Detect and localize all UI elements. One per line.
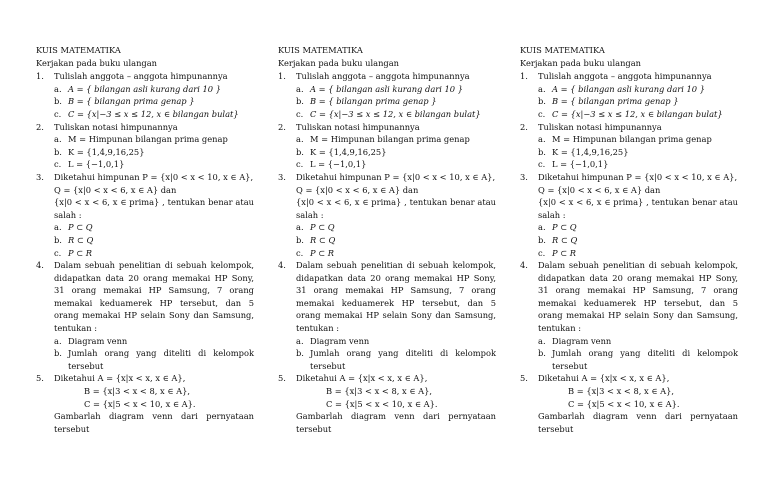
question-number: 2.	[36, 121, 44, 132]
question-formula: B = {x|3 < x < 8, x ∈ A},	[326, 386, 433, 397]
sub-item: a. Diagram venn	[296, 335, 370, 346]
sub-item: a. M = Himpunan bilangan prima genap	[538, 134, 712, 145]
sub-item: c. C = {x|−3 ≤ x ≤ 12, x ∈ bilangan bulat}	[54, 108, 239, 119]
quiz-column-1	[36, 44, 254, 435]
question-text: Tulislah anggota – anggota himpunannya	[538, 71, 712, 82]
sub-item-text: C = {x|−3 ≤ x ≤ 12, x ∈ bilangan bulat}	[552, 108, 723, 119]
question-formula: C = {x|5 < x < 10, x ∈ A}.	[568, 398, 680, 409]
question-text: {x|0 < x < 6, x ∈ prima} , tentukan benar atau salah :	[296, 197, 496, 220]
quiz-column-2	[278, 44, 496, 435]
sub-item: a. P ⊂ Q	[538, 222, 577, 233]
sub-item: c. P ⊂ R	[538, 247, 577, 258]
sub-item: a. M = Himpunan bilangan prima genap	[54, 134, 228, 145]
sub-item: b. K = {1,4,9,16,25}	[296, 146, 387, 157]
sub-item: c. P ⊂ R	[296, 247, 335, 258]
question-text: Q = {x|0 < x < 6, x ∈ A} dan	[54, 184, 177, 195]
sub-item: b. R ⊂ Q	[538, 234, 578, 245]
sub-item-text: Jumlah orang yang diteliti di kelompok tersebut	[310, 348, 496, 371]
question-number: 2.	[520, 121, 528, 132]
question-1	[520, 70, 738, 120]
question-text: Gambarlah diagram venn dari pernyataan tersebut	[54, 411, 254, 434]
sub-item: b. R ⊂ Q	[296, 234, 336, 245]
question-1	[36, 70, 254, 120]
quiz-title: KUIS MATEMATIKA	[278, 45, 363, 55]
question-formula: C = {x|5 < x < 10, x ∈ A}.	[326, 398, 438, 409]
sub-item-text: B = { bilangan prima genap }	[552, 96, 679, 107]
sub-item: a. P ⊂ Q	[296, 222, 335, 233]
question-text: Tulislah anggota – anggota himpunannya	[54, 71, 228, 82]
sub-item: a. Diagram venn	[538, 335, 612, 346]
sub-item-text: L = {−1,0,1}	[68, 159, 125, 170]
question-text: Q = {x|0 < x < 6, x ∈ A} dan	[296, 184, 419, 195]
question-5	[278, 372, 496, 435]
question-number: 1.	[520, 71, 528, 82]
question-formula: B = {x|3 < x < 8, x ∈ A},	[568, 386, 675, 397]
sub-item-text: Jumlah orang yang diteliti di kelompok tersebut	[68, 348, 254, 371]
sub-item: b. Jumlah orang yang diteliti di kelompok tersebut	[296, 348, 496, 371]
question-text: Diketahui himpunan P = {x|0 < x < 10, x ∈ A},	[296, 171, 496, 182]
question-text: {x|0 < x < 6, x ∈ prima} , tentukan benar atau salah :	[538, 197, 738, 220]
sub-item-text: M = Himpunan bilangan prima genap	[310, 134, 470, 145]
sub-item-text: R ⊂ Q	[68, 234, 94, 245]
sub-item: a. M = Himpunan bilangan prima genap	[296, 134, 470, 145]
question-5	[36, 372, 254, 435]
sub-item: b. B = { bilangan prima genap }	[54, 96, 195, 107]
question-formula: B = {x|3 < x < 8, x ∈ A},	[84, 386, 191, 397]
question-number: 5.	[520, 373, 528, 384]
question-text: Tuliskan notasi himpunannya	[296, 121, 420, 132]
sub-item-text: C = {x|−3 ≤ x ≤ 12, x ∈ bilangan bulat}	[310, 108, 481, 119]
sub-item: b. K = {1,4,9,16,25}	[54, 146, 145, 157]
question-2	[520, 121, 738, 171]
question-3	[36, 171, 254, 259]
sub-item: a. Diagram venn	[54, 335, 128, 346]
question-number: 5.	[36, 373, 44, 384]
sub-item: a. A = { bilangan asli kurang dari 10 }	[296, 83, 463, 94]
question-formula: C = {x|5 < x < 10, x ∈ A}.	[84, 398, 196, 409]
question-text: {x|0 < x < 6, x ∈ prima} , tentukan benar atau salah :	[54, 197, 254, 220]
sub-item-text: R ⊂ Q	[552, 234, 578, 245]
question-2	[36, 121, 254, 171]
question-number: 1.	[278, 71, 286, 82]
sub-item-text: A = { bilangan asli kurang dari 10 }	[68, 83, 221, 94]
sub-item-text: C = {x|−3 ≤ x ≤ 12, x ∈ bilangan bulat}	[68, 108, 239, 119]
question-3	[278, 171, 496, 259]
quiz-subtitle: Kerjakan pada buku ulangan	[520, 57, 642, 68]
sub-item: b. B = { bilangan prima genap }	[296, 96, 437, 107]
sub-item-text: B = { bilangan prima genap }	[68, 96, 195, 107]
question-4	[520, 259, 738, 372]
question-text: Q = {x|0 < x < 6, x ∈ A} dan	[538, 184, 661, 195]
sub-item-text: Diagram venn	[68, 335, 128, 346]
question-number: 3.	[278, 171, 286, 182]
question-number: 4.	[36, 260, 44, 271]
sub-item-text: B = { bilangan prima genap }	[310, 96, 437, 107]
question-text: Diketahui A = {x|x < x, x ∈ A},	[296, 373, 428, 384]
sub-item: a. A = { bilangan asli kurang dari 10 }	[538, 83, 705, 94]
sub-item-text: R ⊂ Q	[310, 234, 336, 245]
question-number: 1.	[36, 71, 44, 82]
sub-item-text: P ⊂ R	[68, 247, 93, 258]
question-2	[278, 121, 496, 171]
sub-item: a. P ⊂ Q	[54, 222, 93, 233]
sub-item-text: P ⊂ R	[552, 247, 577, 258]
question-text: Dalam sebuah penelitian di sebuah kelompok, didapatkan data 20 orang memakai HP Sony, 31 orang memakai HP Samsung, 7 orang memakai keduamerek HP tersebut, dan 5 orang memakai HP selain Sony dan Samsung, tentukan :	[538, 260, 738, 334]
sub-item: a. A = { bilangan asli kurang dari 10 }	[54, 83, 221, 94]
sub-item-text: M = Himpunan bilangan prima genap	[68, 134, 228, 145]
sub-item: b. R ⊂ Q	[54, 234, 94, 245]
sub-item-text: P ⊂ Q	[552, 222, 577, 233]
question-number: 4.	[520, 260, 528, 271]
sub-item: c. C = {x|−3 ≤ x ≤ 12, x ∈ bilangan bulat}	[296, 108, 481, 119]
sub-item-text: Jumlah orang yang diteliti di kelompok tersebut	[552, 348, 738, 371]
question-text: Dalam sebuah penelitian di sebuah kelompok, didapatkan data 20 orang memakai HP Sony, 31 orang memakai HP Samsung, 7 orang memakai keduamerek HP tersebut, dan 5 orang memakai HP selain Sony dan Samsung, tentukan :	[54, 260, 254, 334]
sub-item-text: K = {1,4,9,16,25}	[310, 146, 387, 157]
question-3	[520, 171, 738, 259]
sub-item: c. C = {x|−3 ≤ x ≤ 12, x ∈ bilangan bulat}	[538, 108, 723, 119]
question-4	[36, 259, 254, 372]
question-5	[520, 372, 738, 435]
question-number: 3.	[36, 171, 44, 182]
sub-item: c. P ⊂ R	[54, 247, 93, 258]
sub-item-text: L = {−1,0,1}	[310, 159, 367, 170]
quiz-title: KUIS MATEMATIKA	[520, 45, 605, 55]
quiz-title: KUIS MATEMATIKA	[36, 45, 121, 55]
question-1	[278, 70, 496, 120]
sub-item-text: P ⊂ Q	[310, 222, 335, 233]
question-text: Diketahui A = {x|x < x, x ∈ A},	[54, 373, 186, 384]
question-text: Gambarlah diagram venn dari pernyataan tersebut	[296, 411, 496, 434]
question-text: Dalam sebuah penelitian di sebuah kelompok, didapatkan data 20 orang memakai HP Sony, 31 orang memakai HP Samsung, 7 orang memakai keduamerek HP tersebut, dan 5 orang memakai HP selain Sony dan Samsung, tentukan :	[296, 260, 496, 334]
question-text: Tuliskan notasi himpunannya	[538, 121, 662, 132]
quiz-subtitle: Kerjakan pada buku ulangan	[36, 57, 158, 68]
question-text: Diketahui himpunan P = {x|0 < x < 10, x ∈ A},	[538, 171, 738, 182]
sub-item: b. K = {1,4,9,16,25}	[538, 146, 629, 157]
quiz-column-3	[520, 44, 738, 435]
question-number: 4.	[278, 260, 286, 271]
sub-item: c. L = {−1,0,1}	[54, 159, 125, 170]
question-text: Tuliskan notasi himpunannya	[54, 121, 178, 132]
sub-item-text: Diagram venn	[310, 335, 370, 346]
sub-item-text: K = {1,4,9,16,25}	[68, 146, 145, 157]
sub-item-text: P ⊂ R	[310, 247, 335, 258]
sub-item: c. L = {−1,0,1}	[538, 159, 609, 170]
sub-item: b. Jumlah orang yang diteliti di kelompok tersebut	[54, 348, 254, 371]
sub-item-text: P ⊂ Q	[68, 222, 93, 233]
sub-item-text: K = {1,4,9,16,25}	[552, 146, 629, 157]
question-4	[278, 259, 496, 372]
sub-item: b. Jumlah orang yang diteliti di kelompok tersebut	[538, 348, 738, 371]
question-number: 5.	[278, 373, 286, 384]
sub-item-text: A = { bilangan asli kurang dari 10 }	[310, 83, 463, 94]
question-text: Diketahui himpunan P = {x|0 < x < 10, x ∈ A},	[54, 171, 254, 182]
question-number: 3.	[520, 171, 528, 182]
sub-item-text: A = { bilangan asli kurang dari 10 }	[552, 83, 705, 94]
sub-item: b. B = { bilangan prima genap }	[538, 96, 679, 107]
question-text: Tulislah anggota – anggota himpunannya	[296, 71, 470, 82]
sub-item-text: M = Himpunan bilangan prima genap	[552, 134, 712, 145]
question-text: Gambarlah diagram venn dari pernyataan tersebut	[538, 411, 738, 434]
question-text: Diketahui A = {x|x < x, x ∈ A},	[538, 373, 670, 384]
sub-item: c. L = {−1,0,1}	[296, 159, 367, 170]
quiz-subtitle: Kerjakan pada buku ulangan	[278, 57, 400, 68]
sub-item-text: Diagram venn	[552, 335, 612, 346]
sub-item-text: L = {−1,0,1}	[552, 159, 609, 170]
question-number: 2.	[278, 121, 286, 132]
